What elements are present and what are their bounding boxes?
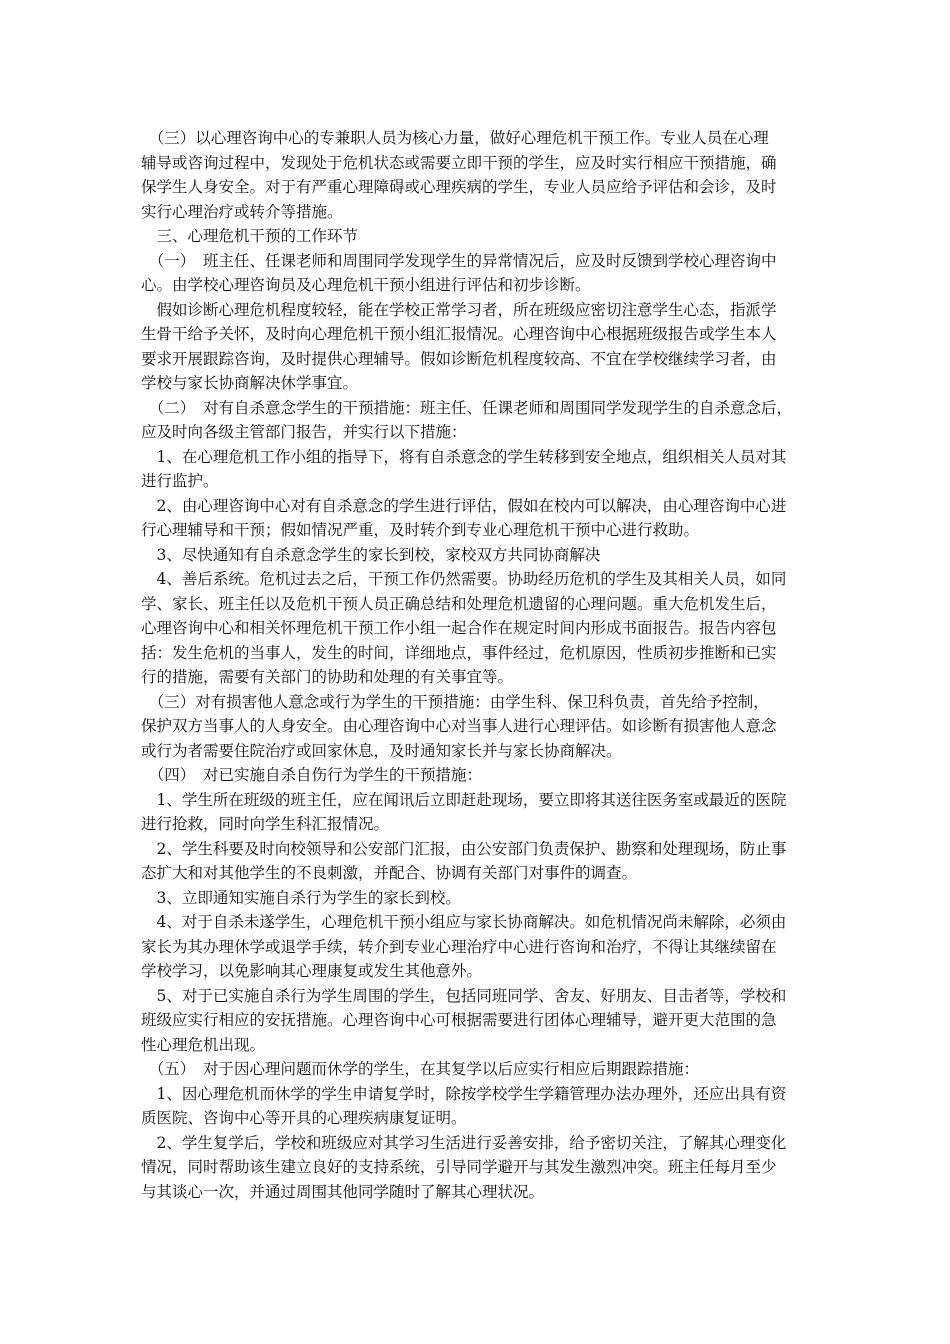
paragraph-step-2 [141,396,821,445]
text-line: 生骨干给予关怀，及时向心理危机干预小组汇报情况。心理咨询中心根据班级报告或学生本人 [141,325,777,343]
text-line: （三）对有损害他人意念或行为学生的干预措施：由学生科、保卫科负责，首先给予控制， [141,692,769,711]
text-line: 实行心理治疗或转介等措施。 [141,202,343,221]
paragraph-step-1 [141,249,821,298]
text-line: 2、由心理咨询中心对有自杀意念的学生进行评估，假如在校内可以解决，由心理咨询中心进 [141,496,787,515]
text-line: 性心理危机出现。 [141,1035,266,1054]
text-line: 心理咨询中心和相关怀理危机干预工作小组一起合作在规定时间内形成书面报告。报告内容包 [141,619,777,637]
text-line: 与其谈心一次，并通过周围其他同学随时了解其心理状况。 [141,1182,545,1201]
paragraph-step-4 [141,763,821,788]
text-line: 辅导或咨询过程中，发现处于危机状态或需要立即干预的学生，应及时实行相应干预措施，确 [141,153,777,172]
paragraph-heading-3 [141,224,821,249]
text-line: （四） 对已实施自杀自伤行为学生的干预措施： [141,766,483,784]
text-line: 学、家长、班主任以及危机干预人员正确总结和处理危机遗留的心理问题。重大危机发生后， [141,594,777,613]
text-line: 家长为其办理休学或退学手续，转介到专业心理治疗中心进行咨询和治疗，不得让其继续留在 [141,937,777,956]
document-body [141,126,821,1204]
text-line: 括：发生危机的当事人，发生的时间，详细地点，事件经过，危机原因，性质初步推断和已实 [141,643,777,662]
paragraph-step-5 [141,1057,821,1082]
text-line: 行的措施，需要有关部门的协助和处理的有关事宜等。 [141,668,514,686]
paragraph-step-4-4 [141,910,821,984]
text-line: 3、立即通知实施自杀行为学生的家长到校。 [141,888,461,907]
text-line: 4、对于自杀未遂学生，心理危机干预小组应与家长协商解决。如危机情况尚未解除，必须由 [141,913,787,931]
text-line: 1、在心理危机工作小组的指导下，将有自杀意念的学生转移到安全地点，组织相关人员对其 [141,447,787,466]
text-line: 保护双方当事人的人身安全。由心理咨询中心对当事人进行心理评估。如诊断有损害他人意念 [141,717,777,735]
text-line: 学校学习，以免影响其心理康复或发生其他意外。 [141,962,483,980]
text-line: 质医院、咨询中心等开具的心理疾病康复证明。 [141,1109,467,1127]
paragraph-step-2-2 [141,494,821,543]
text-line: 2、学生复学后，学校和班级应对其学习生活进行妥善安排，给予密切关注，了解其心理变化 [141,1133,787,1152]
paragraph-step-4-1 [141,788,821,837]
paragraph-step-5-1 [141,1082,821,1131]
text-line: 5、对于已实施自杀行为学生周围的学生，包括同班同学、舍友、好朋友、目击者等，学校和 [141,986,787,1005]
paragraph-step-5-2 [141,1131,821,1205]
text-line: 或行为者需要住院治疗或回家休息，及时通知家长并与家长协商解决。 [141,741,622,760]
paragraph-step-3 [141,690,821,764]
text-line: 4、善后系统。危机过去之后，干预工作仍然需要。协助经历危机的学生及其相关人员，如同 [141,570,787,588]
paragraph-step-4-5 [141,984,821,1058]
text-line: 要求开展跟踪咨询，及时提供心理辅导。假如诊断危机程度较高、不宜在学校继续学习者，由 [141,349,777,368]
text-line: （一） 班主任、任课老师和周围同学发现学生的异常情况后，应及时反馈到学校心理咨询中 [141,251,777,270]
text-line: 班级应实行相应的安抚措施。心理咨询中心可根据需要进行团体心理辅导，避开更大范围的急 [141,1011,777,1029]
paragraph-step-2-1 [141,445,821,494]
text-line: 2、学生科要及时向校领导和公安部门汇报，由公安部门负责保护、勘察和处理现场，防止事 [141,839,787,858]
text-line: （二） 对有自杀意念学生的干预措施：班主任、任课老师和周围同学发现学生的自杀意念后， [141,398,793,417]
paragraph-step-4-3 [141,886,821,911]
paragraph-step-1-detail [141,298,821,396]
paragraph-step-2-4 [141,567,821,690]
text-line: 心。由学校心理咨询员及心理危机干预小组进行评估和初步诊断。 [141,276,591,294]
text-line: 情况，同时帮助该生建立良好的支持系统，引导同学避开与其发生激烈冲突。班主任每月至少 [141,1158,777,1176]
text-line: 假如诊断心理危机程度较轻，能在学校正常学习者，所在班级应密切注意学生心态，指派学 [141,300,777,319]
paragraph-step-4-2 [141,837,821,886]
text-line: 进行抢救，同时向学生科汇报情况。 [141,815,390,833]
text-line: 1、学生所在班级的班主任，应在闻讯后立即赶赴现场，要立即将其送往医务室或最近的医院 [141,790,787,809]
text-line: 学校与家长协商解决休学事宜。 [141,374,359,392]
text-line: 应及时向各级主管部门报告，并实行以下措施： [141,423,467,441]
text-line: 三、心理危机干预的工作环节 [141,227,359,245]
paragraph-p-3-core [141,126,821,224]
text-line: （三）以心理咨询中心的专兼职人员为核心力量，做好心理危机干预工作。专业人员在心理 [141,129,769,147]
text-line: 进行监护。 [141,472,219,490]
text-line: 行心理辅导和干预；假如情况严重，及时转介到专业心理危机干预中心进行救助。 [141,521,700,539]
text-line: 态扩大和对其他学生的不良刺激，并配合、协调有关部门对事件的调查。 [141,864,638,882]
text-line: 保学生人身安全。对于有严重心理障碍或心理疾病的学生，专业人员应给予评估和会诊，及时 [141,178,777,196]
text-line: 1、因心理危机而休学的学生申请复学时，除按学校学生学籍管理办法办理外，还应出具有资 [141,1084,787,1103]
text-line: （五） 对于因心理问题而休学的学生，在其复学以后应实行相应后期跟踪措施： [141,1060,700,1078]
paragraph-step-2-3 [141,543,821,568]
text-line: 3、尽快通知有自杀意念学生的家长到校，家校双方共同协商解决 [141,545,601,564]
